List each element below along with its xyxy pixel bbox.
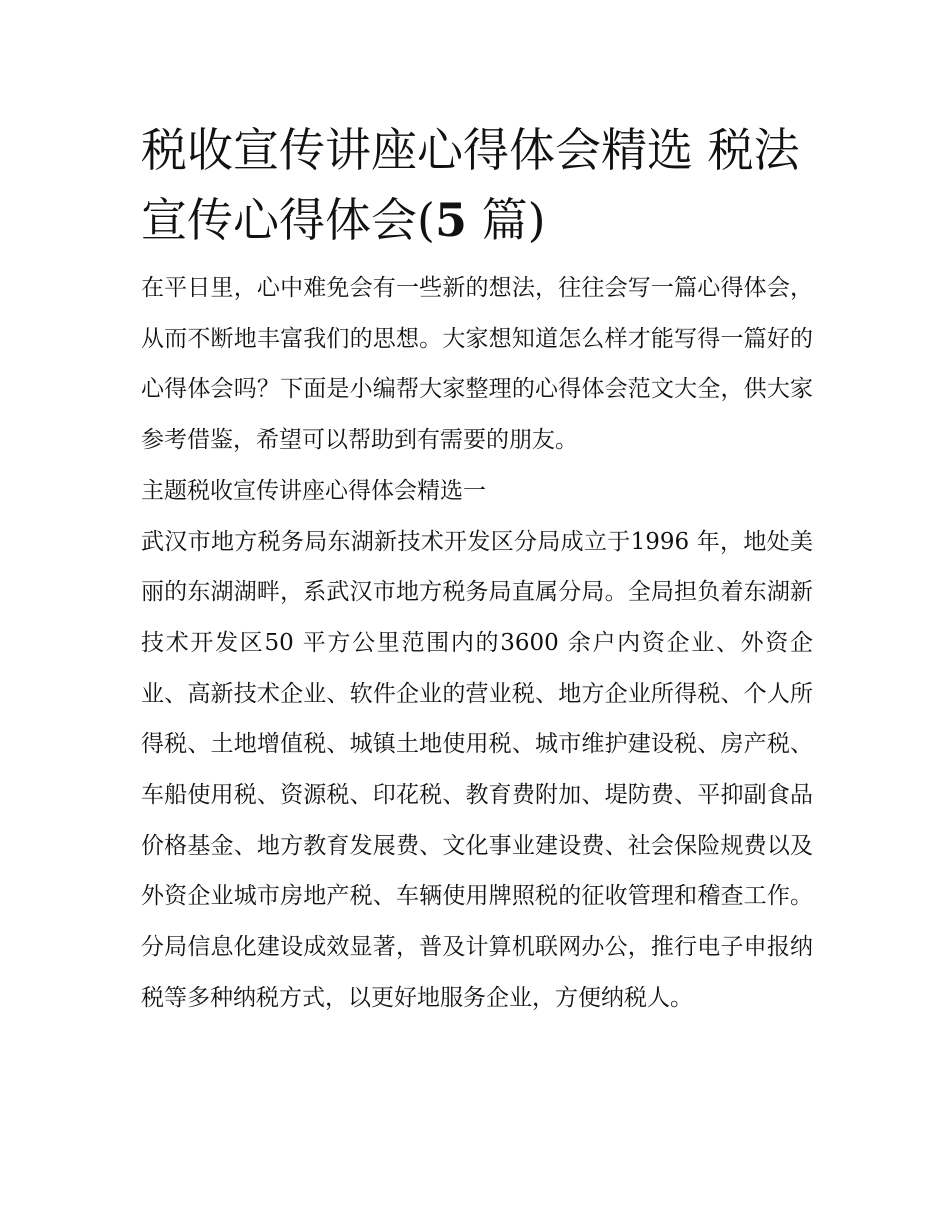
document-content <box>141 115 813 1024</box>
intro-paragraph: 在平日里，心中难免会有一些新的想法，往往会写一篇心得体会，从而不断地丰富我们的思想。大家想知道怎么样才能写得一篇好的心得体会吗？下面是小编帮大家整理的心得体会范文大全，供大家参考借鉴，希望可以帮助到有需要的朋友。 <box>141 275 813 454</box>
title-text-part1: 税收宣传讲座心得体会精选 税法宣传心得体会( <box>141 123 800 247</box>
body-paragraph: 武汉市地方税务局东湖新技术开发区分局成立于1996 年，地处美丽的东湖湖畔，系武汉市地方税务局直属分局。全局担负着东湖新技术开发区50 平方公里范围内的3600 余户内资企业、外资企业、高新技术企业、软件企业的营业税、地方企业所得税、个人所得税、土地增值税、城镇土地使用税、城市维护建设税、房产税、车船使用税、资源税、印花税、教育费附加、堤防费、平抑副食品价格基金、地方教育发展费、文化事业建设费、社会保险规费以及外资企业城市房地产税、车辆使用牌照税的征收管理和稽查工作。分局信息化建设成效显著，普及计算机联网办公，推行电子申报纳税等多种纳税方式，以更好地服务企业，方便纳税人。 <box>141 528 813 1011</box>
document-title <box>141 115 813 255</box>
title-number: 5 <box>434 193 467 247</box>
section-heading: 主题税收宣传讲座心得体会精选一 <box>141 477 486 504</box>
title-text-part2: 篇) <box>466 193 546 247</box>
